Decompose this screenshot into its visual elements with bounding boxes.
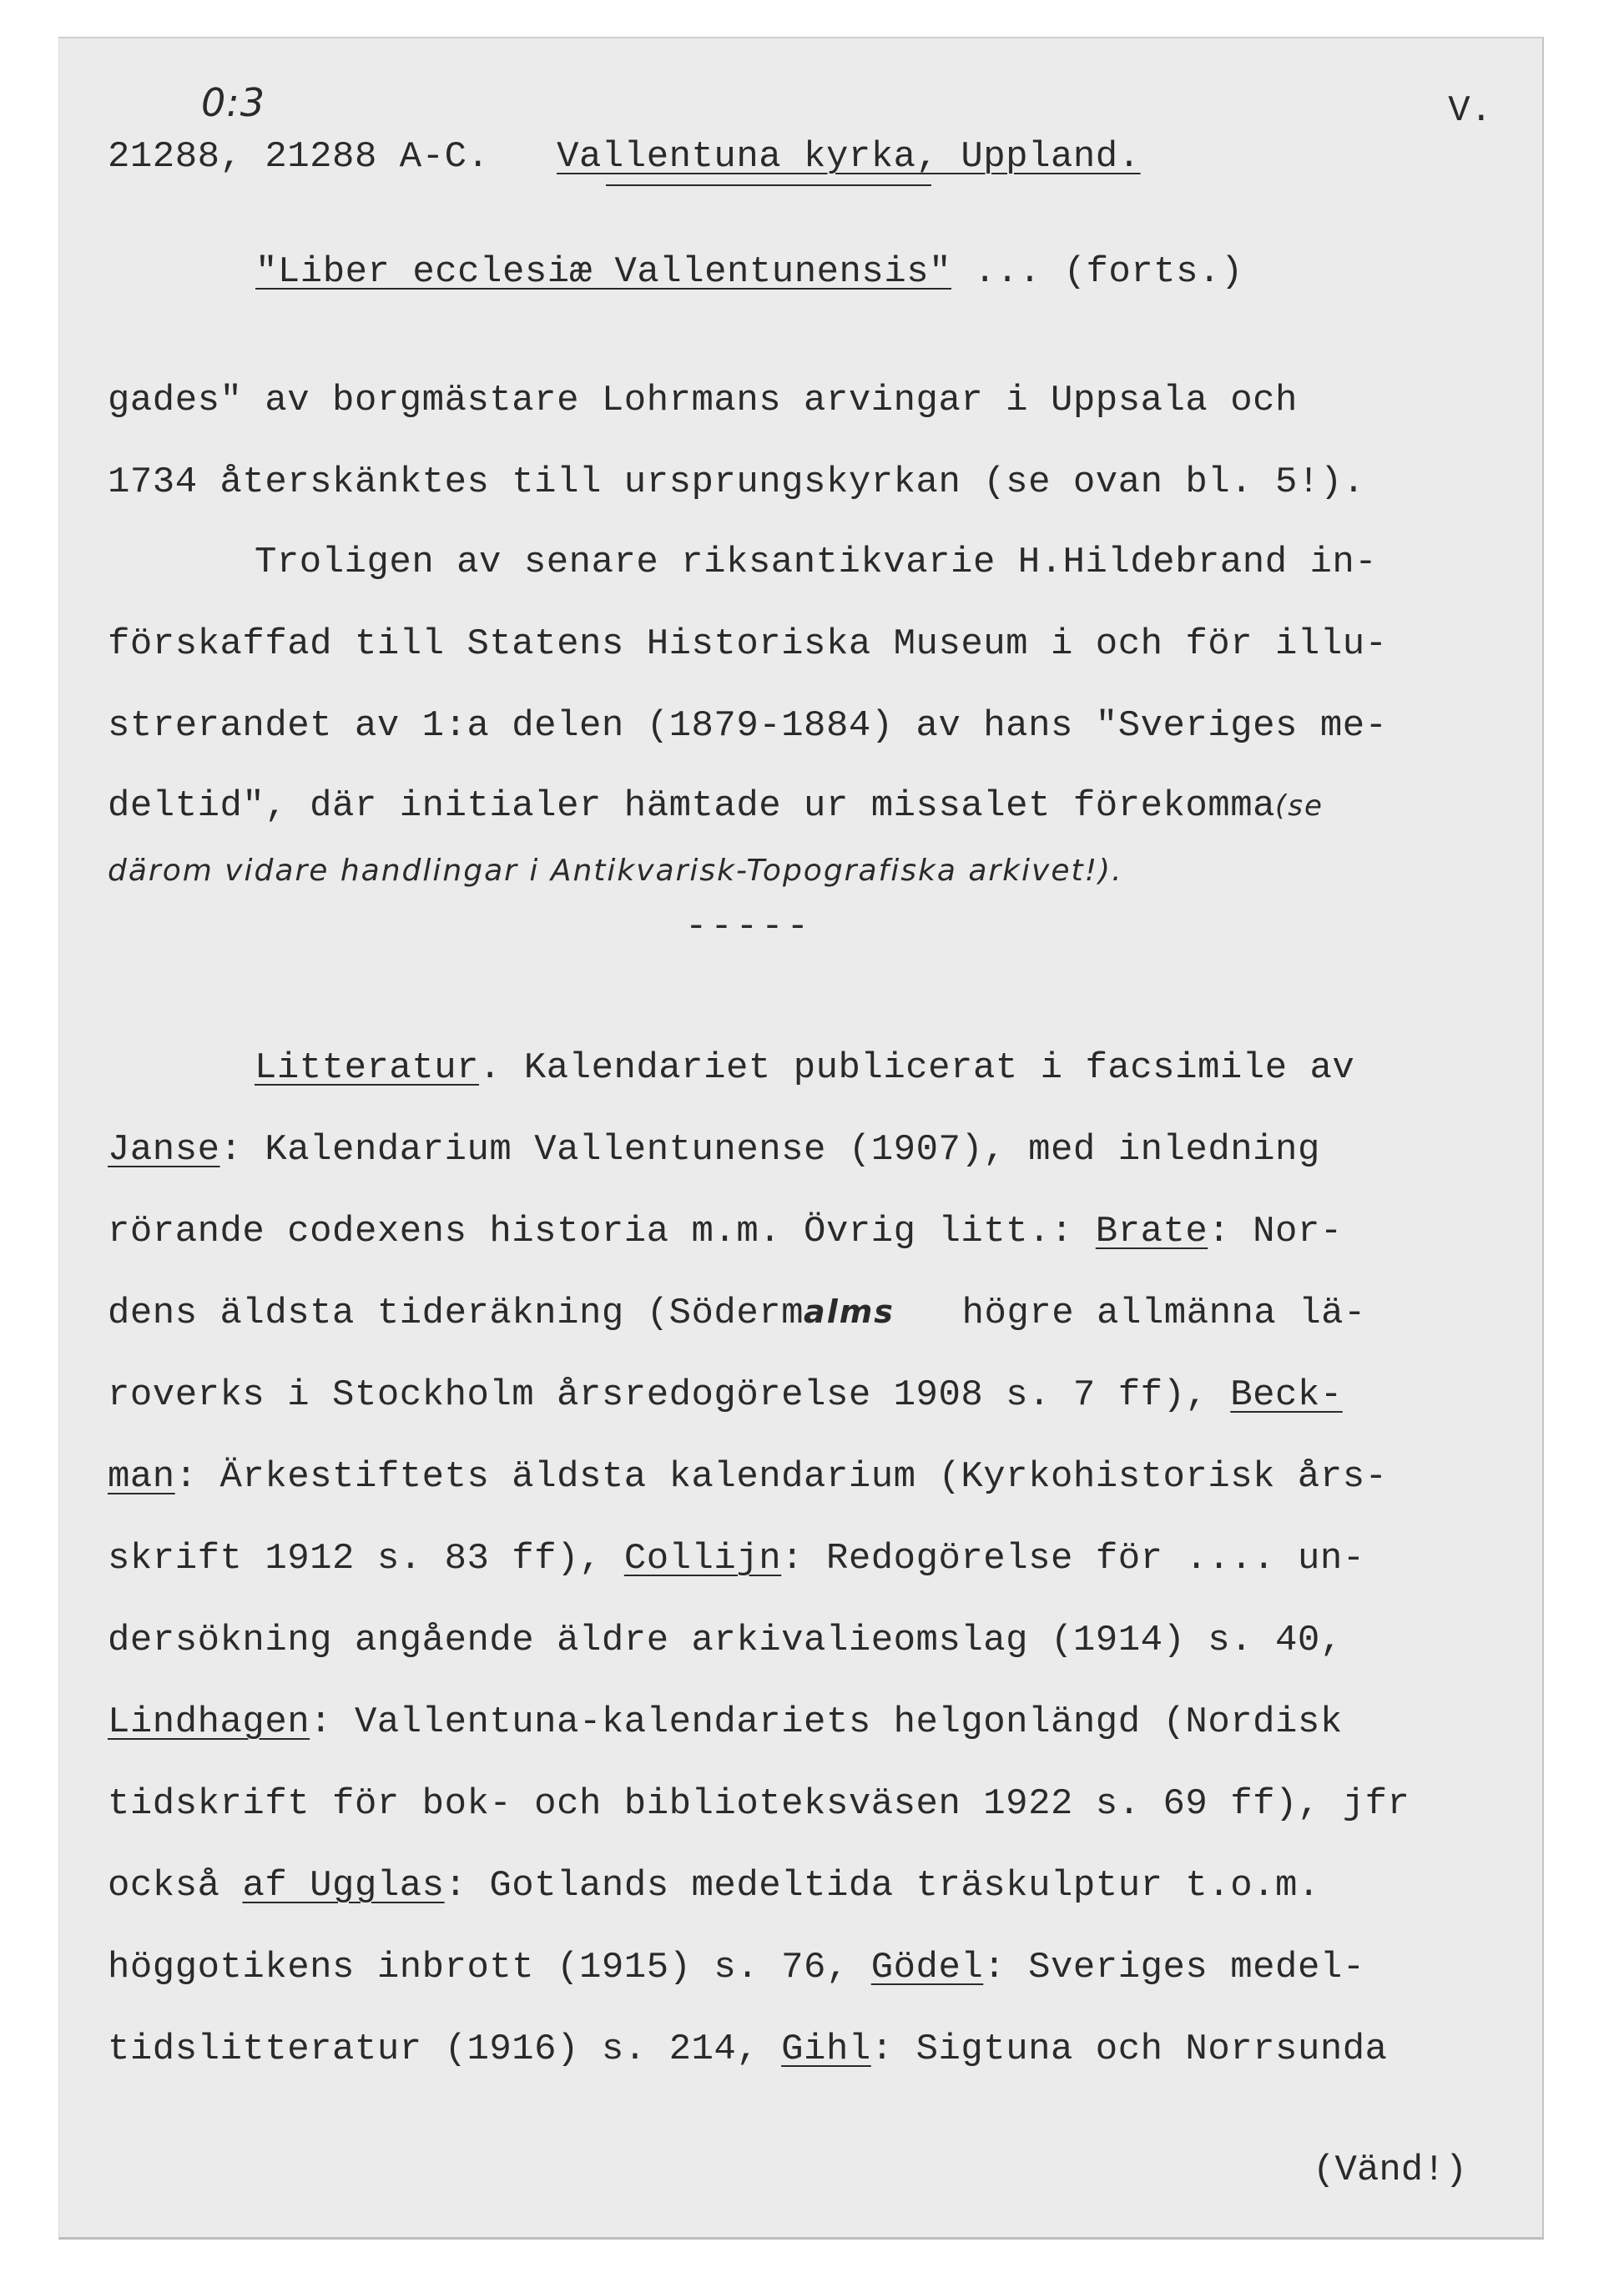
author-name: Gödel [870,1947,984,1988]
text-line [108,1865,1320,1907]
subtitle-suffix: ... (forts.) [951,251,1243,293]
text-span: : Vallentuna-kalendariets helgonlängd (Nordisk [310,1701,1343,1743]
reference-number: 21288, 21288 A-C. [108,136,490,178]
typed-text: deltid", där initialer hämtade ur missalet förekomma [108,785,1276,827]
text-span: också [108,1865,243,1907]
author-name: Lindhagen [108,1701,310,1743]
text-line: gades" av borgmästare Lohrmans arvingar i Uppsala och [108,380,1298,421]
text-span: : Sigtuna och Norrsunda [870,2028,1388,2070]
text-span: skrift 1912 s. 83 ff), [108,1538,624,1580]
text-line: tidskrift för bok- och biblioteksväsen 1922 s. 69 ff), jfr [108,1783,1410,1825]
text-line [255,1047,1355,1089]
location-title: Vallentuna kyrka, Uppland. [557,136,1141,178]
card-number: V. [1448,90,1492,132]
text-line [108,1949,1365,1986]
author-name: Brate [1095,1211,1208,1252]
handwritten-insert: alms [804,1293,895,1330]
text-span: höggotikens inbrott (1915) s. 76, [108,1947,871,1988]
text-line [108,1129,1320,1171]
text-line: 1734 återskänktes till ursprungskyrkan (se ovan bl. 5!). [108,461,1365,503]
text-span: tidslitteratur (1916) s. 214, [108,2028,782,2070]
text-line [108,785,1324,827]
text-line: dersökning angående äldre arkivalieomslag (1914) s. 40, [108,1620,1343,1661]
text-span: : Ärkestiftets äldsta kalendarium (Kyrkohistorisk års- [174,1456,1388,1498]
subtitle [255,251,1243,293]
handwritten-number: 0:3 [201,80,266,125]
text-span: högre allmänna lä- [894,1293,1366,1334]
text-line: förskaffad till Statens Historiska Museum i och för illu- [108,623,1388,665]
text-line: Troligen av senare riksantikvarie H.Hildebrand in- [255,542,1378,583]
text-line [108,1295,1366,1332]
text-line [108,1374,1343,1416]
separator: ----- [685,906,813,948]
author-name: man [108,1456,175,1498]
text-span: : Redogörelse för .... un- [781,1538,1365,1580]
author-name: Beck- [1230,1374,1343,1416]
author-name: Collijn [623,1538,782,1580]
subtitle-quote: "Liber ecclesiæ Vallentunensis" [255,251,952,293]
heading-label: Litteratur [255,1047,480,1089]
text-span: : Nor- [1208,1211,1343,1252]
text-span: . Kalendariet publicerat i facsimile av [479,1047,1355,1089]
text-line [108,1701,1343,1743]
turn-over-note: (Vänd!) [1313,2149,1467,2191]
text-span: dens äldsta tideräkning (Söderm [108,1293,804,1334]
text-span: : Gotlands medeltida träskulptur t.o.m. [444,1865,1320,1907]
text-span: roverks i Stockholm årsredogörelse 1908 s. 7 ff), [108,1374,1231,1416]
author-name: Gihl [781,2028,871,2070]
text-span: : Kalendarium Vallentunense (1907), med inledning [219,1129,1320,1171]
text-line [108,1213,1343,1250]
text-line: strerandet av 1:a delen (1879-1884) av hans "Sveriges me- [108,705,1388,747]
text-span: : Sveriges medel- [983,1947,1365,1988]
title-underline [606,184,931,186]
author-name: af Ugglas [242,1865,445,1907]
text-line [108,1456,1388,1498]
text-line [108,2028,1388,2070]
archive-card [58,37,1544,2240]
handwritten-note: därom vidare handlingar i Antikvarisk-Topografiska arkivet!). [108,854,1123,888]
text-span: rörande codexens historia m.m. Övrig litt.: [108,1211,1096,1252]
header-line [108,136,1141,178]
handwritten-note: (se [1275,789,1324,823]
author-name: Janse [108,1129,220,1171]
text-line [108,1538,1365,1580]
